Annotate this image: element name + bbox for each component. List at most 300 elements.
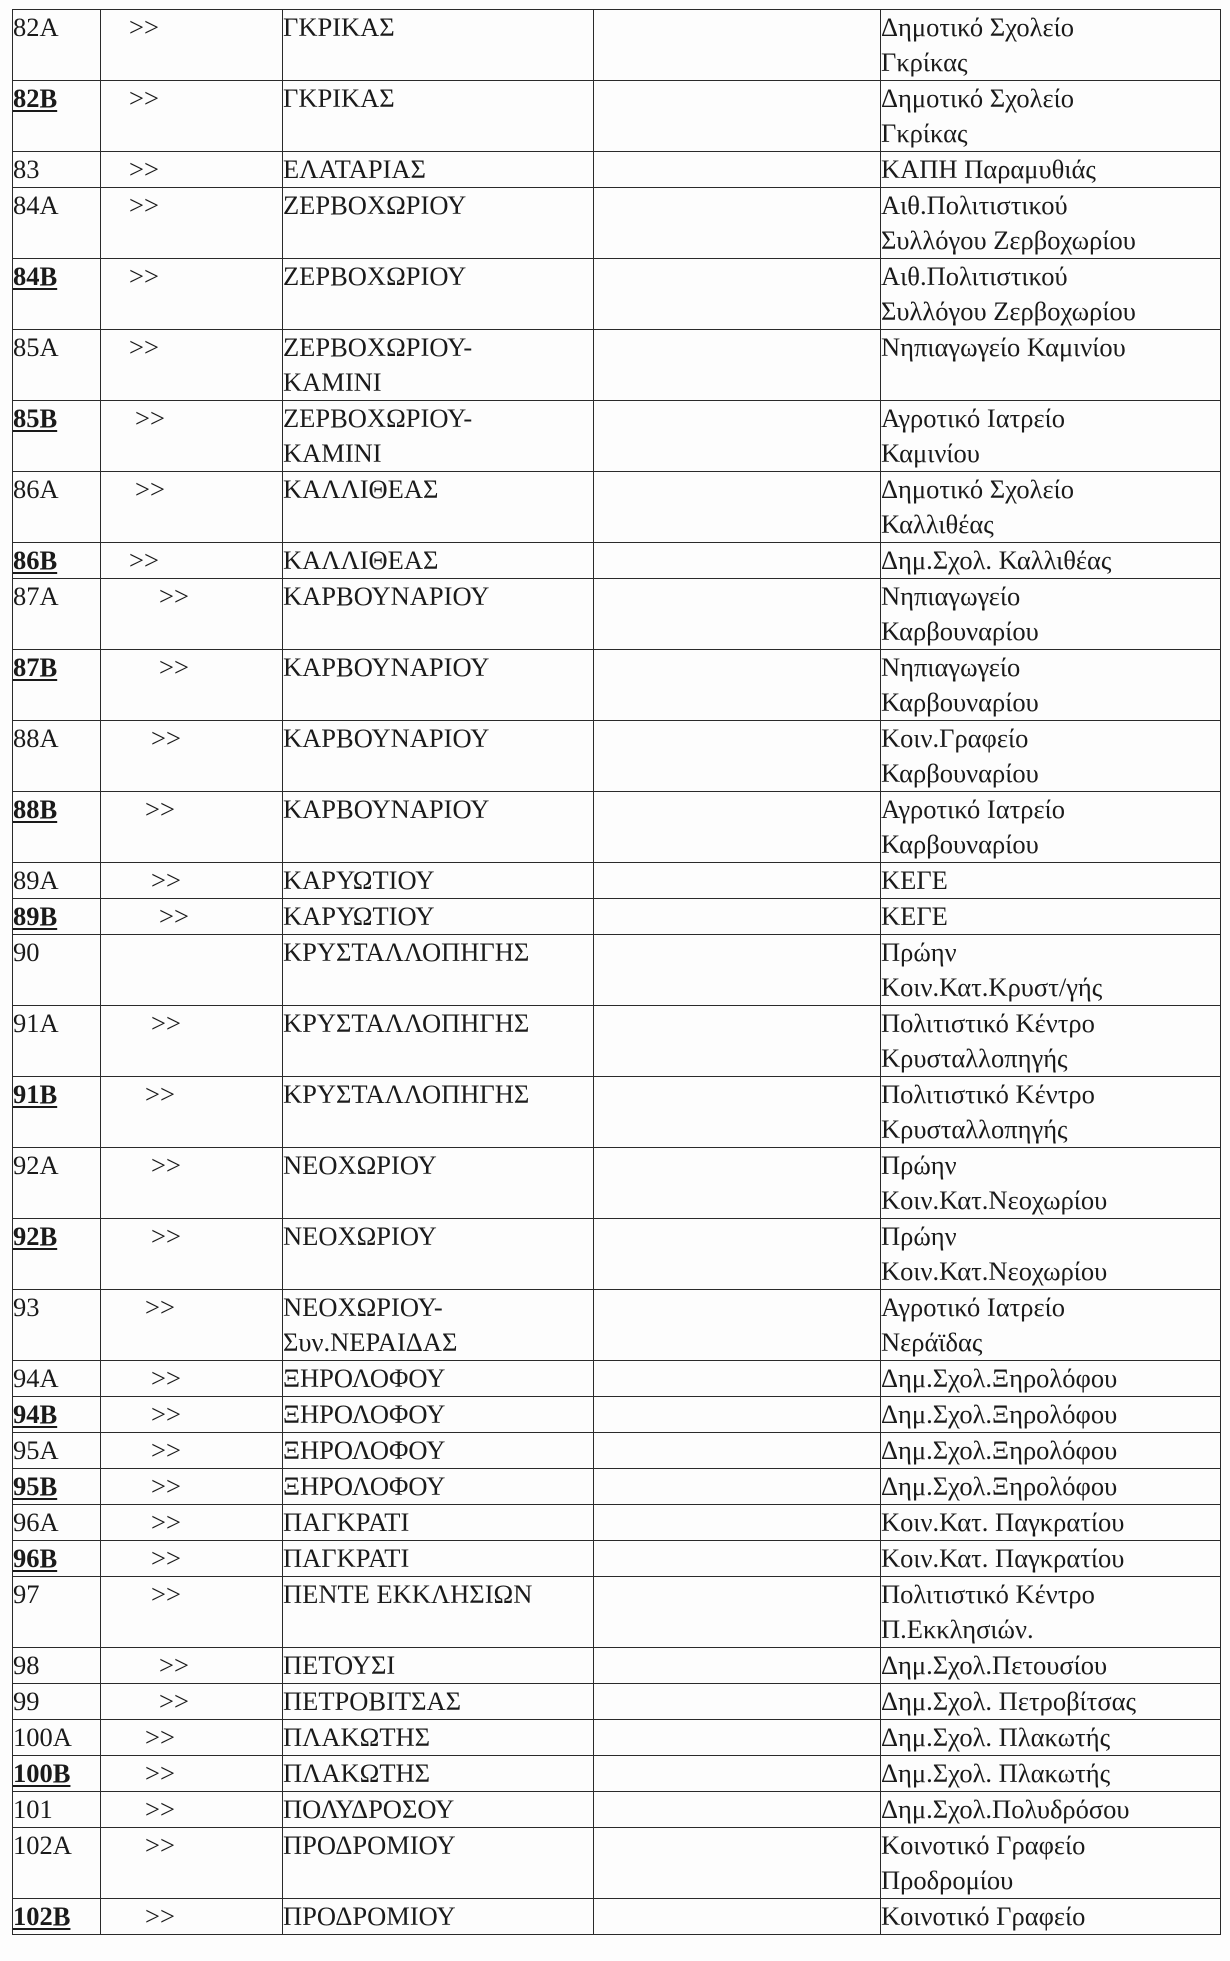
table-row bbox=[13, 259, 1221, 330]
polling-place: Κοιν.Κατ. Παγκρατίου bbox=[881, 1507, 1125, 1537]
empty-cell bbox=[594, 1219, 881, 1290]
polling-place: Δημ.Σχολ.Ξηρολόφου bbox=[881, 1435, 1118, 1465]
table-row bbox=[13, 472, 1221, 543]
ditto-mark: >> bbox=[151, 1221, 181, 1251]
polling-place-cell bbox=[881, 899, 1221, 935]
district-name: ΞΗΡΟΛΟΦΟΥ bbox=[283, 1399, 446, 1429]
station-number-cell bbox=[13, 863, 101, 899]
district-name: ΚΡΥΣΤΑΛΛΟΠΗΓΗΣ bbox=[283, 1079, 530, 1109]
ditto-mark-cell bbox=[101, 152, 283, 188]
table-row bbox=[13, 1397, 1221, 1433]
empty-cell bbox=[594, 1828, 881, 1899]
polling-place: Νεράϊδας bbox=[881, 1327, 983, 1357]
ditto-mark-cell bbox=[101, 330, 283, 401]
empty-cell bbox=[594, 10, 881, 81]
ditto-mark: >> bbox=[145, 1292, 175, 1322]
empty-cell bbox=[594, 1648, 881, 1684]
station-number: 98 bbox=[13, 1650, 40, 1680]
empty-cell bbox=[594, 935, 881, 1006]
ditto-mark: >> bbox=[129, 190, 159, 220]
ditto-mark-cell bbox=[101, 472, 283, 543]
ditto-mark-cell bbox=[101, 1648, 283, 1684]
ditto-mark-cell bbox=[101, 1756, 283, 1792]
station-number-cell bbox=[13, 1648, 101, 1684]
district-name-cell bbox=[283, 1361, 594, 1397]
district-name-cell bbox=[283, 1648, 594, 1684]
polling-place-cell bbox=[881, 1648, 1221, 1684]
ditto-mark: >> bbox=[145, 1079, 175, 1109]
table-row bbox=[13, 1219, 1221, 1290]
ditto-mark-cell bbox=[101, 1469, 283, 1505]
district-name-cell bbox=[283, 152, 594, 188]
ditto-mark: >> bbox=[151, 1150, 181, 1180]
district-name-cell bbox=[283, 1720, 594, 1756]
district-name-cell bbox=[283, 1577, 594, 1648]
ditto-mark: >> bbox=[145, 1794, 175, 1824]
table-row bbox=[13, 330, 1221, 401]
district-name: ΓΚΡΙΚΑΣ bbox=[283, 83, 395, 113]
polling-place-cell bbox=[881, 1756, 1221, 1792]
polling-place: Κοινοτικό Γραφείο bbox=[881, 1830, 1086, 1860]
station-number-cell bbox=[13, 1219, 101, 1290]
district-name: ΚΑΜΙΝΙ bbox=[283, 367, 382, 397]
station-number-cell bbox=[13, 1361, 101, 1397]
station-number-cell bbox=[13, 330, 101, 401]
empty-cell bbox=[594, 1541, 881, 1577]
district-name: ΚΑΡΥΩΤΙΟΥ bbox=[283, 865, 435, 895]
polling-place: Καρβουναρίου bbox=[881, 616, 1039, 646]
polling-place-cell bbox=[881, 1899, 1221, 1935]
station-number: 84Α bbox=[13, 190, 59, 220]
ditto-mark-cell bbox=[101, 1577, 283, 1648]
ditto-mark-cell bbox=[101, 650, 283, 721]
station-number: 102Β bbox=[13, 1901, 71, 1931]
station-number: 100Β bbox=[13, 1758, 71, 1788]
station-number-cell bbox=[13, 1828, 101, 1899]
ditto-mark: >> bbox=[145, 1830, 175, 1860]
ditto-mark-cell bbox=[101, 543, 283, 579]
station-number: 102Α bbox=[13, 1830, 72, 1860]
polling-place-cell bbox=[881, 935, 1221, 1006]
district-name: ΠΕΝΤΕ ΕΚΚΛΗΣΙΩΝ bbox=[283, 1579, 533, 1609]
empty-cell bbox=[594, 472, 881, 543]
ditto-mark-cell bbox=[101, 899, 283, 935]
polling-place: Καρβουναρίου bbox=[881, 758, 1039, 788]
polling-place-cell bbox=[881, 1077, 1221, 1148]
empty-cell bbox=[594, 721, 881, 792]
polling-place-cell bbox=[881, 1720, 1221, 1756]
empty-cell bbox=[594, 543, 881, 579]
district-name: ΚΑΡΒΟΥΝΑΡΙΟΥ bbox=[283, 794, 490, 824]
station-number: 87Α bbox=[13, 581, 59, 611]
polling-place: Κοινοτικό Γραφείο bbox=[881, 1901, 1086, 1931]
polling-place: Αγροτικό Ιατρείο bbox=[881, 403, 1066, 433]
district-name: ΖΕΡΒΟΧΩΡΙΟΥ- bbox=[283, 332, 473, 362]
district-name-cell bbox=[283, 1397, 594, 1433]
district-name-cell bbox=[283, 1219, 594, 1290]
polling-place: Κοιν.Κατ.Νεοχωρίου bbox=[881, 1256, 1108, 1286]
polling-place: Κρυσταλλοπηγής bbox=[881, 1043, 1068, 1073]
polling-place: Δημοτικό Σχολείο bbox=[881, 12, 1074, 42]
ditto-mark: >> bbox=[159, 901, 189, 931]
station-number: 97 bbox=[13, 1579, 40, 1609]
table-row bbox=[13, 1577, 1221, 1648]
polling-place: ΚΑΠΗ Παραμυθιάς bbox=[881, 154, 1096, 184]
ditto-mark: >> bbox=[151, 1399, 181, 1429]
polling-place: Συλλόγου Ζερβοχωρίου bbox=[881, 296, 1136, 326]
ditto-mark: >> bbox=[129, 12, 159, 42]
ditto-mark-cell bbox=[101, 721, 283, 792]
district-name: ΚΑΛΛΙΘΕΑΣ bbox=[283, 545, 439, 575]
empty-cell bbox=[594, 1433, 881, 1469]
district-name: ΕΛΑΤΑΡΙΑΣ bbox=[283, 154, 426, 184]
ditto-mark: >> bbox=[151, 1471, 181, 1501]
station-number: 83 bbox=[13, 154, 40, 184]
station-number-cell bbox=[13, 1577, 101, 1648]
table-row bbox=[13, 10, 1221, 81]
station-number-cell bbox=[13, 579, 101, 650]
station-number: 85Α bbox=[13, 332, 59, 362]
station-number: 92Α bbox=[13, 1150, 59, 1180]
polling-place: Πολιτιστικό Κέντρο bbox=[881, 1579, 1095, 1609]
polling-place: Πολιτιστικό Κέντρο bbox=[881, 1008, 1095, 1038]
empty-cell bbox=[594, 401, 881, 472]
station-number-cell bbox=[13, 1433, 101, 1469]
district-name-cell bbox=[283, 1006, 594, 1077]
district-name-cell bbox=[283, 1792, 594, 1828]
ditto-mark: >> bbox=[151, 865, 181, 895]
polling-place-cell bbox=[881, 188, 1221, 259]
ditto-mark-cell bbox=[101, 188, 283, 259]
district-name-cell bbox=[283, 792, 594, 863]
empty-cell bbox=[594, 1577, 881, 1648]
polling-place-cell bbox=[881, 650, 1221, 721]
table-row bbox=[13, 1077, 1221, 1148]
station-number-cell bbox=[13, 1541, 101, 1577]
ditto-mark-cell bbox=[101, 81, 283, 152]
station-number: 91Β bbox=[13, 1079, 58, 1109]
district-name-cell bbox=[283, 863, 594, 899]
table-row bbox=[13, 1469, 1221, 1505]
empty-cell bbox=[594, 330, 881, 401]
station-number: 93 bbox=[13, 1292, 40, 1322]
table-row bbox=[13, 792, 1221, 863]
polling-place: Δημ.Σχολ. Πλακωτής bbox=[881, 1758, 1111, 1788]
polling-place-cell bbox=[881, 472, 1221, 543]
polling-place-cell bbox=[881, 1828, 1221, 1899]
station-number: 89Β bbox=[13, 901, 58, 931]
station-number-cell bbox=[13, 401, 101, 472]
empty-cell bbox=[594, 1077, 881, 1148]
ditto-mark: >> bbox=[145, 1758, 175, 1788]
district-name: ΚΑΡΒΟΥΝΑΡΙΟΥ bbox=[283, 581, 490, 611]
polling-place: Καμινίου bbox=[881, 438, 980, 468]
district-name: ΠΕΤΟΥΣΙ bbox=[283, 1650, 396, 1680]
polling-place-cell bbox=[881, 259, 1221, 330]
district-name: ΚΡΥΣΤΑΛΛΟΠΗΓΗΣ bbox=[283, 937, 530, 967]
ditto-mark: >> bbox=[159, 652, 189, 682]
polling-place: Καρβουναρίου bbox=[881, 687, 1039, 717]
polling-place-cell bbox=[881, 863, 1221, 899]
polling-place: Αιθ.Πολιτιστικού bbox=[881, 190, 1068, 220]
ditto-mark-cell bbox=[101, 1541, 283, 1577]
empty-cell bbox=[594, 1290, 881, 1361]
table-row bbox=[13, 1684, 1221, 1720]
station-number-cell bbox=[13, 472, 101, 543]
station-number: 86Β bbox=[13, 545, 58, 575]
station-number-cell bbox=[13, 1006, 101, 1077]
district-name-cell bbox=[283, 899, 594, 935]
station-number-cell bbox=[13, 10, 101, 81]
station-number: 96Β bbox=[13, 1543, 58, 1573]
polling-place: Πρώην bbox=[881, 1221, 957, 1251]
district-name: ΚΑΡΒΟΥΝΑΡΙΟΥ bbox=[283, 723, 490, 753]
station-number: 95Β bbox=[13, 1471, 58, 1501]
polling-place: Καλλιθέας bbox=[881, 509, 994, 539]
district-name-cell bbox=[283, 1756, 594, 1792]
ditto-mark-cell bbox=[101, 1219, 283, 1290]
ditto-mark: >> bbox=[129, 261, 159, 291]
station-number-cell bbox=[13, 81, 101, 152]
station-number: 88Α bbox=[13, 723, 59, 753]
station-number: 95Α bbox=[13, 1435, 59, 1465]
polling-place: Πρώην bbox=[881, 1150, 957, 1180]
district-name-cell bbox=[283, 1505, 594, 1541]
ditto-mark-cell bbox=[101, 1361, 283, 1397]
ditto-mark: >> bbox=[159, 1686, 189, 1716]
district-name-cell bbox=[283, 1148, 594, 1219]
ditto-mark: >> bbox=[135, 474, 165, 504]
ditto-mark: >> bbox=[129, 332, 159, 362]
table-row bbox=[13, 152, 1221, 188]
empty-cell bbox=[594, 1397, 881, 1433]
district-name-cell bbox=[283, 650, 594, 721]
ditto-mark: >> bbox=[135, 403, 165, 433]
empty-cell bbox=[594, 1361, 881, 1397]
empty-cell bbox=[594, 899, 881, 935]
district-name: ΚΡΥΣΤΑΛΛΟΠΗΓΗΣ bbox=[283, 1008, 530, 1038]
district-name: ΚΑΛΛΙΘΕΑΣ bbox=[283, 474, 439, 504]
district-name: ΠΟΛΥΔΡΟΣΟΥ bbox=[283, 1794, 455, 1824]
district-name-cell bbox=[283, 1469, 594, 1505]
polling-place-cell bbox=[881, 1684, 1221, 1720]
district-name: ΝΕΟΧΩΡΙΟΥ- bbox=[283, 1292, 443, 1322]
district-name-cell bbox=[283, 81, 594, 152]
polling-place: Κοιν.Κατ. Παγκρατίου bbox=[881, 1543, 1125, 1573]
ditto-mark-cell bbox=[101, 1290, 283, 1361]
polling-place-cell bbox=[881, 1148, 1221, 1219]
station-number: 91Α bbox=[13, 1008, 59, 1038]
station-number: 94Α bbox=[13, 1363, 59, 1393]
polling-place-cell bbox=[881, 1006, 1221, 1077]
ditto-mark-cell bbox=[101, 1684, 283, 1720]
table-row bbox=[13, 1792, 1221, 1828]
polling-place-cell bbox=[881, 401, 1221, 472]
table-row bbox=[13, 1505, 1221, 1541]
district-name-cell bbox=[283, 721, 594, 792]
ditto-mark: >> bbox=[129, 83, 159, 113]
district-name-cell bbox=[283, 543, 594, 579]
empty-cell bbox=[594, 1899, 881, 1935]
station-number: 84Β bbox=[13, 261, 58, 291]
polling-place: Κοιν.Κατ.Νεοχωρίου bbox=[881, 1185, 1108, 1215]
polling-place-cell bbox=[881, 543, 1221, 579]
polling-place-cell bbox=[881, 152, 1221, 188]
empty-cell bbox=[594, 650, 881, 721]
polling-place-cell bbox=[881, 1219, 1221, 1290]
ditto-mark: >> bbox=[151, 1543, 181, 1573]
ditto-mark: >> bbox=[159, 581, 189, 611]
station-number-cell bbox=[13, 1505, 101, 1541]
station-number-cell bbox=[13, 1684, 101, 1720]
table-row bbox=[13, 579, 1221, 650]
polling-place: Αιθ.Πολιτιστικού bbox=[881, 261, 1068, 291]
station-number: 82Α bbox=[13, 12, 59, 42]
ditto-mark-cell bbox=[101, 1077, 283, 1148]
polling-place: Δημ.Σχολ. Καλλιθέας bbox=[881, 545, 1112, 575]
ditto-mark: >> bbox=[151, 1435, 181, 1465]
station-number: 100Α bbox=[13, 1722, 72, 1752]
polling-place: Αγροτικό Ιατρείο bbox=[881, 794, 1066, 824]
station-number-cell bbox=[13, 543, 101, 579]
district-name: ΖΕΡΒΟΧΩΡΙΟΥ bbox=[283, 261, 467, 291]
ditto-mark-cell bbox=[101, 1899, 283, 1935]
polling-place-cell bbox=[881, 10, 1221, 81]
polling-place-cell bbox=[881, 1505, 1221, 1541]
station-number: 85Β bbox=[13, 403, 58, 433]
district-name: ΠΡΟΔΡΟΜΙΟΥ bbox=[283, 1830, 456, 1860]
polling-place: Πολιτιστικό Κέντρο bbox=[881, 1079, 1095, 1109]
station-number: 92Β bbox=[13, 1221, 58, 1251]
polling-place-cell bbox=[881, 1290, 1221, 1361]
station-number-cell bbox=[13, 1756, 101, 1792]
station-number-cell bbox=[13, 1792, 101, 1828]
district-name-cell bbox=[283, 259, 594, 330]
station-number-cell bbox=[13, 1899, 101, 1935]
polling-place-cell bbox=[881, 1469, 1221, 1505]
ditto-mark: >> bbox=[151, 723, 181, 753]
station-number-cell bbox=[13, 1077, 101, 1148]
station-number: 94Β bbox=[13, 1399, 58, 1429]
district-name-cell bbox=[283, 1684, 594, 1720]
table-row bbox=[13, 1720, 1221, 1756]
district-name: ΠΕΤΡΟΒΙΤΣΑΣ bbox=[283, 1686, 462, 1716]
table-row bbox=[13, 1148, 1221, 1219]
empty-cell bbox=[594, 188, 881, 259]
ditto-mark: >> bbox=[145, 794, 175, 824]
ditto-mark-cell bbox=[101, 1433, 283, 1469]
polling-place: Δημ.Σχολ.Ξηρολόφου bbox=[881, 1363, 1118, 1393]
district-name: ΝΕΟΧΩΡΙΟΥ bbox=[283, 1150, 437, 1180]
ditto-mark-cell bbox=[101, 1720, 283, 1756]
district-name: ΠΡΟΔΡΟΜΙΟΥ bbox=[283, 1901, 456, 1931]
polling-place: Πρώην bbox=[881, 937, 957, 967]
district-name-cell bbox=[283, 330, 594, 401]
ditto-mark: >> bbox=[129, 154, 159, 184]
station-number-cell bbox=[13, 1397, 101, 1433]
district-name: ΚΑΡΥΩΤΙΟΥ bbox=[283, 901, 435, 931]
district-name: ΚΑΜΙΝΙ bbox=[283, 438, 382, 468]
station-number: 89Α bbox=[13, 865, 59, 895]
district-name-cell bbox=[283, 472, 594, 543]
polling-place: Δημ.Σχολ. Πλακωτής bbox=[881, 1722, 1111, 1752]
ditto-mark: >> bbox=[151, 1507, 181, 1537]
polling-place: Νηπιαγωγείο bbox=[881, 652, 1021, 682]
ditto-mark-cell bbox=[101, 1006, 283, 1077]
polling-place-cell bbox=[881, 1397, 1221, 1433]
district-name: ΓΚΡΙΚΑΣ bbox=[283, 12, 395, 42]
polling-place-cell bbox=[881, 579, 1221, 650]
district-name-cell bbox=[283, 188, 594, 259]
district-name-cell bbox=[283, 579, 594, 650]
polling-place: Δημοτικό Σχολείο bbox=[881, 83, 1074, 113]
district-name: ΞΗΡΟΛΟΦΟΥ bbox=[283, 1363, 446, 1393]
station-number-cell bbox=[13, 259, 101, 330]
polling-place: Δημ.Σχολ. Πετροβίτσας bbox=[881, 1686, 1136, 1716]
ditto-mark-cell bbox=[101, 1397, 283, 1433]
polling-place: Κοιν.Γραφείο bbox=[881, 723, 1029, 753]
table-row bbox=[13, 650, 1221, 721]
polling-place-cell bbox=[881, 81, 1221, 152]
polling-place: Καρβουναρίου bbox=[881, 829, 1039, 859]
table-row bbox=[13, 935, 1221, 1006]
district-name: ΞΗΡΟΛΟΦΟΥ bbox=[283, 1471, 446, 1501]
station-number: 99 bbox=[13, 1686, 40, 1716]
district-name: ΚΑΡΒΟΥΝΑΡΙΟΥ bbox=[283, 652, 490, 682]
polling-place: Δημ.Σχολ.Ξηρολόφου bbox=[881, 1399, 1118, 1429]
empty-cell bbox=[594, 1505, 881, 1541]
ditto-mark: >> bbox=[151, 1579, 181, 1609]
table-row bbox=[13, 721, 1221, 792]
station-number-cell bbox=[13, 188, 101, 259]
empty-cell bbox=[594, 1006, 881, 1077]
ditto-mark-cell bbox=[101, 401, 283, 472]
table-row bbox=[13, 1006, 1221, 1077]
ditto-mark: >> bbox=[145, 1901, 175, 1931]
station-number-cell bbox=[13, 899, 101, 935]
empty-cell bbox=[594, 259, 881, 330]
ditto-mark-cell bbox=[101, 579, 283, 650]
station-number-cell bbox=[13, 935, 101, 1006]
empty-cell bbox=[594, 81, 881, 152]
empty-cell bbox=[594, 579, 881, 650]
station-number-cell bbox=[13, 721, 101, 792]
polling-place: ΚΕΓΕ bbox=[881, 901, 948, 931]
table-row bbox=[13, 1541, 1221, 1577]
table-row bbox=[13, 1899, 1221, 1935]
station-number: 82Β bbox=[13, 83, 58, 113]
ditto-mark-cell bbox=[101, 1792, 283, 1828]
empty-cell bbox=[594, 1148, 881, 1219]
table-row bbox=[13, 899, 1221, 935]
empty-cell bbox=[594, 152, 881, 188]
polling-place: Κοιν.Κατ.Κρυστ/γής bbox=[881, 972, 1103, 1002]
polling-place: Αγροτικό Ιατρείο bbox=[881, 1292, 1066, 1322]
table-row bbox=[13, 1433, 1221, 1469]
district-name-cell bbox=[283, 1077, 594, 1148]
ditto-mark: >> bbox=[151, 1363, 181, 1393]
table-row bbox=[13, 1361, 1221, 1397]
table-row bbox=[13, 401, 1221, 472]
district-name-cell bbox=[283, 401, 594, 472]
station-number-cell bbox=[13, 1148, 101, 1219]
station-number-cell bbox=[13, 1720, 101, 1756]
empty-cell bbox=[594, 1720, 881, 1756]
polling-place-cell bbox=[881, 1361, 1221, 1397]
district-name-cell bbox=[283, 10, 594, 81]
polling-place-cell bbox=[881, 330, 1221, 401]
ditto-mark: >> bbox=[151, 1008, 181, 1038]
